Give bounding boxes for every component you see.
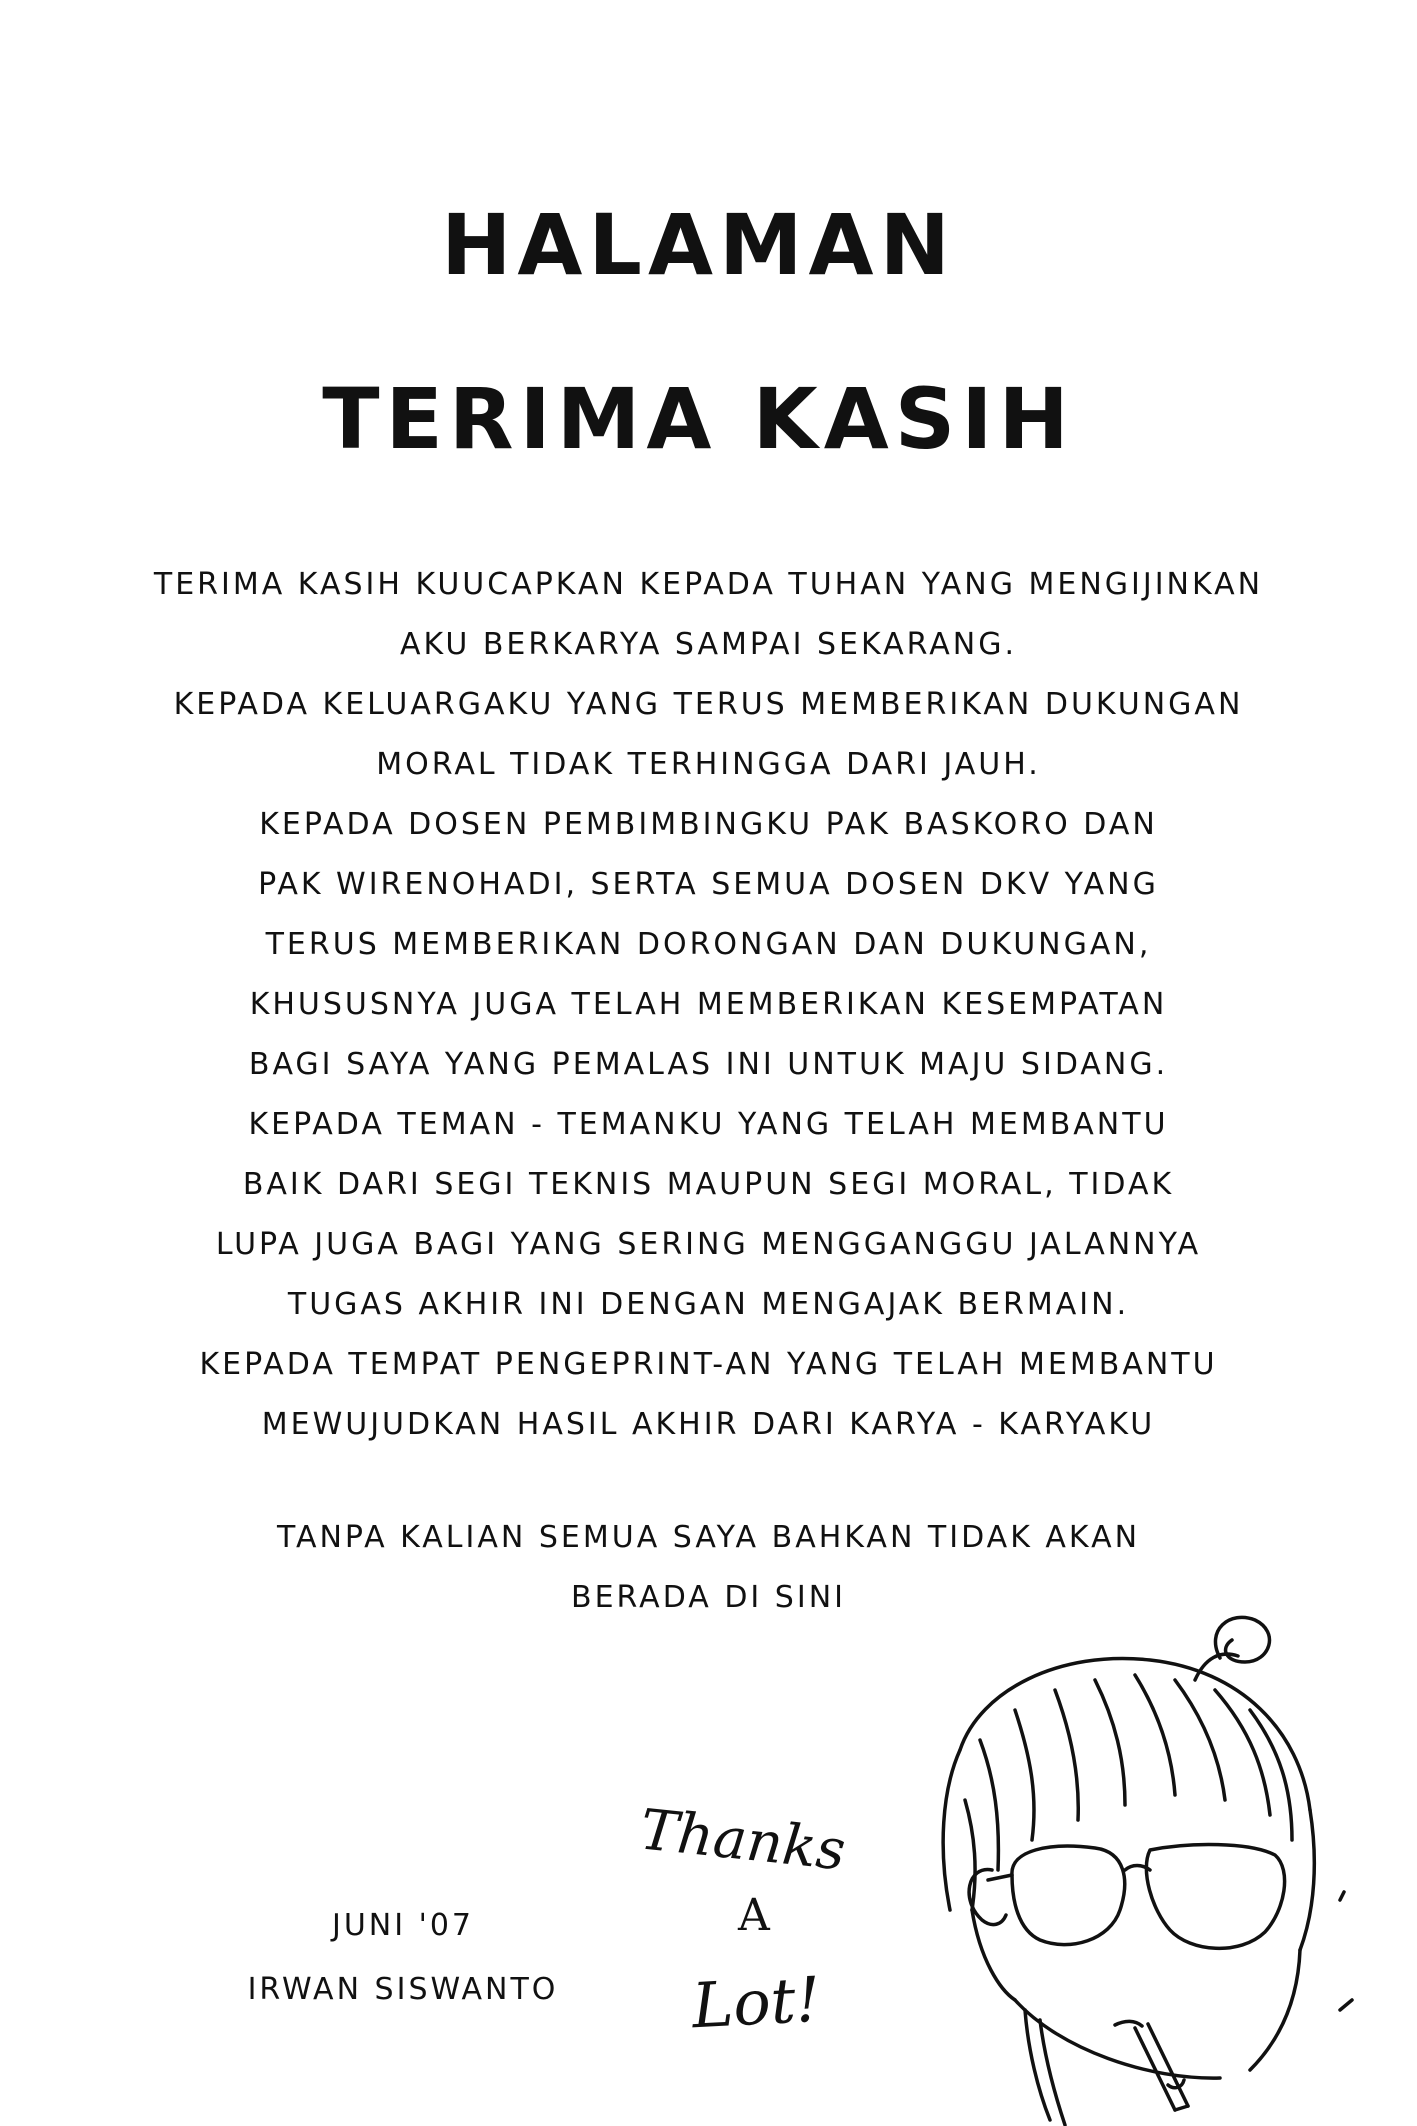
body-line: MORAL TIDAK TERHINGGA DARI JAUH. bbox=[376, 747, 1041, 782]
body-line: MEWUJUDKAN HASIL AKHIR DARI KARYA - KARYAKU bbox=[261, 1407, 1156, 1442]
body-line: KHUSUSNYA JUGA TELAH MEMBERIKAN KESEMPATAN bbox=[249, 987, 1168, 1022]
page-title-line-2: TERIMA KASIH bbox=[322, 370, 1075, 468]
closing-line: BERADA DI SINI bbox=[571, 1580, 846, 1615]
closing-line: TANPA KALIAN SEMUA SAYA BAHKAN TIDAK AKAN bbox=[276, 1520, 1141, 1555]
self-portrait-sketch bbox=[920, 1580, 1360, 2126]
page-title-line-1: HALAMAN bbox=[441, 196, 956, 294]
body-line: KEPADA TEMPAT PENGEPRINT-AN YANG TELAH MEMBANTU bbox=[199, 1347, 1218, 1382]
handwritten-thanks: Thanks bbox=[637, 1797, 849, 1884]
body-line: KEPADA KELUARGAKU YANG TERUS MEMBERIKAN DUKUNGAN bbox=[173, 687, 1244, 722]
body-line: KEPADA TEMAN - TEMANKU YANG TELAH MEMBANTU bbox=[248, 1107, 1169, 1142]
body-line: BAIK DARI SEGI TEKNIS MAUPUN SEGI MORAL, TIDAK bbox=[242, 1167, 1175, 1202]
body-line: TUGAS AKHIR INI DENGAN MENGAJAK BERMAIN. bbox=[287, 1287, 1130, 1322]
body-line: BAGI SAYA YANG PEMALAS INI UNTUK MAJU SIDANG. bbox=[248, 1047, 1169, 1082]
body-line: LUPA JUGA BAGI YANG SERING MENGGANGGU JALANNYA bbox=[215, 1227, 1202, 1262]
body-line: KEPADA DOSEN PEMBIMBINGKU PAK BASKORO DAN bbox=[259, 807, 1158, 842]
body-line: PAK WIRENOHADI, SERTA SEMUA DOSEN DKV YANG bbox=[258, 867, 1159, 902]
body-line: TERIMA KASIH KUUCAPKAN KEPADA TUHAN YANG MENGIJINKAN bbox=[153, 567, 1264, 602]
signoff-date: JUNI '07 bbox=[331, 1908, 475, 1943]
signoff-name: IRWAN SISWANTO bbox=[247, 1972, 559, 2007]
body-line: TERUS MEMBERIKAN DORONGAN DAN DUKUNGAN, bbox=[265, 927, 1152, 962]
handwritten-a: A bbox=[738, 1890, 770, 1941]
acknowledgement-body bbox=[100, 555, 1317, 1455]
signoff bbox=[228, 1894, 578, 2022]
body-line: AKU BERKARYA SAMPAI SEKARANG. bbox=[399, 627, 1018, 662]
handwritten-lot: Lot! bbox=[690, 1962, 823, 2043]
